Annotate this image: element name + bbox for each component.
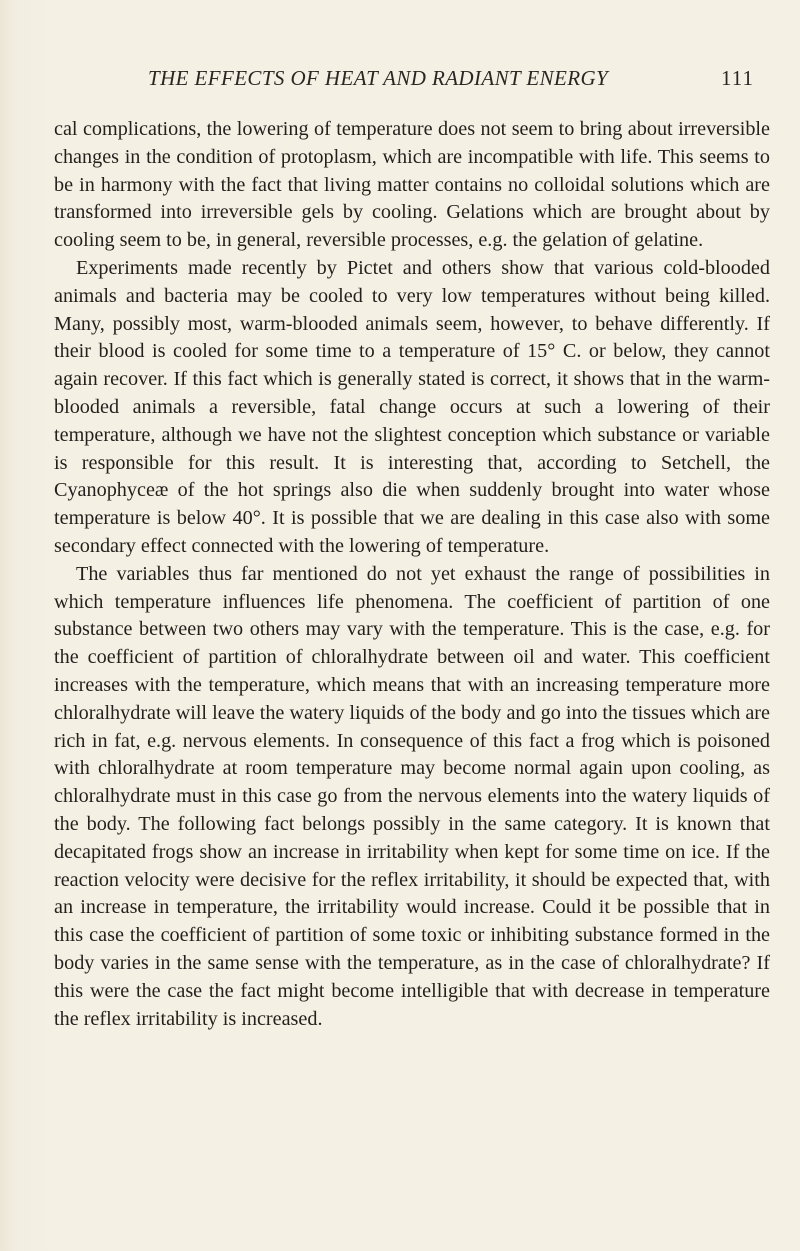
page-header [130,66,770,96]
running-title: THE EFFECTS OF HEAT AND RADIANT ENERGY [148,66,609,90]
paragraph-experiments: Experiments made recently by Pictet and others show that various cold-blooded animals and bacteria may be cooled to very low temperatures without being killed. Many, possibly most, warm-blooded animals seem, however, to behave differently. If their blood is cooled for some time to a temperature of 15° C. or below, they cannot again recover. If this fact which is generally stated is correct, it shows that in the warm-blooded animals a reversible, fatal change occurs at such a lowering of their temperature, although we have not the slightest conception which substance or variable is responsible for this result. It is interesting that, according to Setchell, the Cyanophyceæ of the hot springs also die when suddenly brought into water whose temperature is below 40°. It is possible that we are dealing in this case also with some secondary effect connected with the lowering of temperature. [54,256,770,557]
paragraph-variables: The variables thus far mentioned do not yet exhaust the range of possibilities in which temperature influences life phenomena. The coefficient of partition of one substance between two others may vary with the temperature. This is the case, e.g. for the coefficient of partition of chloralhydrate between oil and water. This coefficient increases with the temperature, which means that with an increasing temperature more chloralhydrate will leave the watery liquids of the body and go into the tissues which are rich in fat, e.g. nervous elements. In consequence of this fact a frog which is poisoned with chloralhydrate at room temperature may become normal again upon cooling, as chloralhydrate must in this case go from the nervous elements into the watery liquids of the body. The following fact belongs possibly in the same category. It is known that decapitated frogs show an increase in irritability when kept for some time on ice. If the reaction velocity were decisive for the reflex irritability, it should be expected that, with an increase in temperature, the irritability would increase. Could it be possible that in this case the coefficient of partition of some toxic or inhibiting substance formed in the body varies in the same sense with the temperature, as in the case of chloralhydrate? If this were the case the fact might become intelligible that with decrease in temperature the reflex irritability is increased. [54,562,770,1030]
paragraph-continuation: cal complications, the lowering of temperature does not seem to bring about irreversible changes in the condition of protoplasm, which are incompatible with life. This seems to be in harmony with the fact that living matter contains no colloidal solutions which are transformed into irreversible gels by cooling. Gelations which are brought about by cooling seem to be, in general, reversible processes, e.g. the gelation of gelatine. [54,118,770,252]
page-number: 111 [721,66,754,90]
body-text [54,116,770,1033]
